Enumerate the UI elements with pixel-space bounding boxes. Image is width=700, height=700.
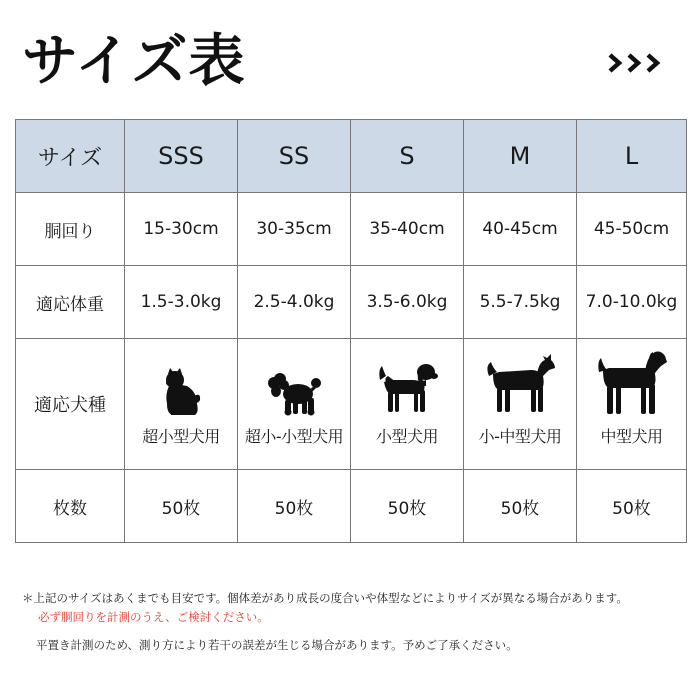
breed-cell [238,339,351,470]
size-disclaimer-note: ＊上記のサイズはあくまでも目安です。個体差があり成長の度合いや体型などによりサイズが異なる場合があります。 [22,591,628,605]
measure-warning-note: 必ず胴回りを計測のうえ、ご検討ください。 [38,610,269,624]
page-title: サイズ表 [22,29,246,94]
count-value: 50枚 [577,470,687,543]
weight-value: 1.5-3.0kg [125,266,238,339]
count-value: 50枚 [238,470,351,543]
breed-cell [464,339,577,470]
count-value: 50枚 [464,470,577,543]
size-l: L [577,120,687,193]
breed-cell [351,339,464,470]
notes [22,591,692,652]
breed-value: 超小-小型犬用 [244,427,344,446]
large-dog-icon [595,346,669,416]
girth-label: 胴回り [16,193,125,266]
weight-value: 2.5-4.0kg [238,266,351,339]
size-header-row [16,120,687,193]
breed-row [16,339,687,470]
breed-value: 小型犬用 [375,427,438,446]
weight-value: 5.5-7.5kg [464,266,577,339]
breed-value: 小-中型犬用 [478,427,562,446]
size-s: S [351,120,464,193]
breed-cell [125,339,238,470]
size-m: M [464,120,577,193]
small-dog-icon [376,362,438,416]
size-table [15,119,687,543]
breed-value: 超小型犬用 [142,427,220,446]
weight-label: 適応体重 [16,266,125,339]
girth-value: 45-50cm [577,193,687,266]
breed-cell [577,339,687,470]
girth-value: 15-30cm [125,193,238,266]
weight-value: 3.5-6.0kg [351,266,464,339]
count-value: 50枚 [125,470,238,543]
weight-value: 7.0-10.0kg [577,266,687,339]
breed-label: 適応犬種 [16,339,125,470]
triple-chevron-right-icon [608,52,668,74]
count-row [16,470,687,543]
medium-dog-icon [483,352,557,416]
weight-row [16,266,687,339]
small-fluffy-dog-icon [161,368,201,416]
girth-row [16,193,687,266]
size-row-label: サイズ [16,120,125,193]
count-label: 枚数 [16,470,125,543]
count-value: 50枚 [351,470,464,543]
measurement-error-note: 平置き計測のため、測り方により若干の誤差が生じる場合があります。予めご了承ください。 [36,638,518,652]
girth-value: 30-35cm [238,193,351,266]
girth-value: 40-45cm [464,193,577,266]
girth-value: 35-40cm [351,193,464,266]
size-sss: SSS [125,120,238,193]
size-ss: SS [238,120,351,193]
poodle-dog-icon [264,372,324,416]
breed-value: 中型犬用 [600,427,663,446]
